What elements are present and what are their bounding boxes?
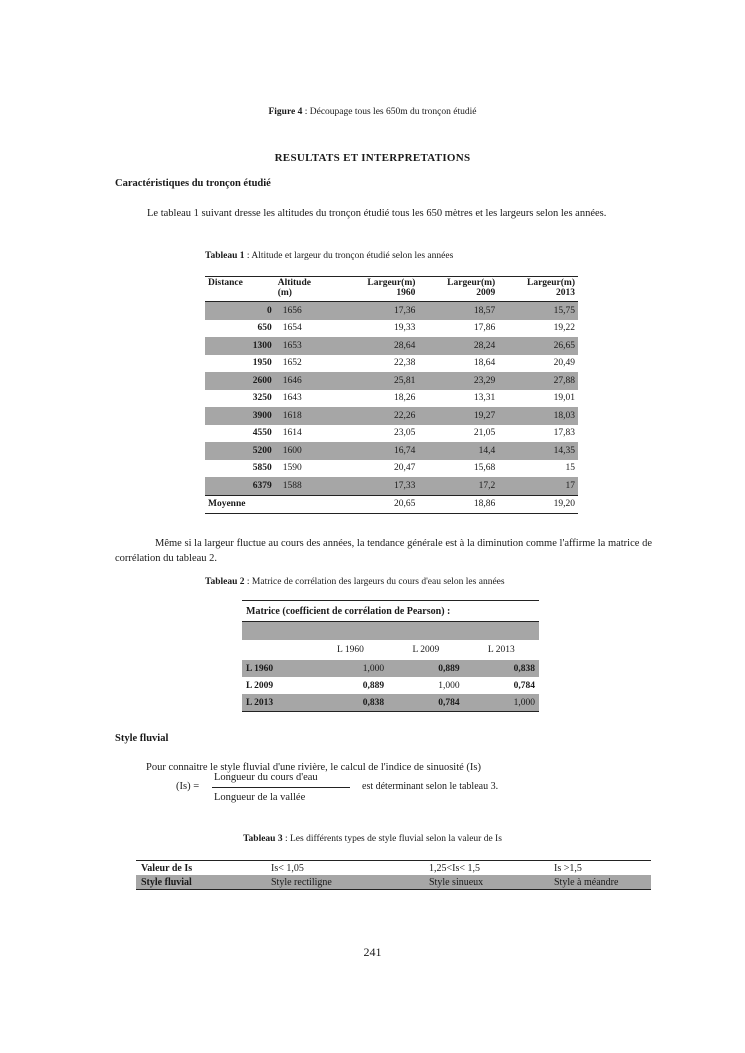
table1-cell: 21,05 (473, 428, 496, 439)
table2-caption-text: : Matrice de corrélation des largeurs du cours d'eau selon les années (244, 577, 505, 587)
table2-gap-row (242, 622, 539, 641)
table1-cell: 4550 (252, 428, 272, 439)
formula-numerator: Longueur du cours d'eau (214, 772, 318, 783)
table1-cell: 17,83 (553, 428, 575, 439)
table3-cell: 1,25<Is< 1,5 (429, 862, 481, 874)
table2-header-row (242, 640, 539, 660)
table1-cell: 1590 (282, 463, 302, 474)
table1-average-row (205, 495, 578, 514)
table2-col-header: L 1960 (337, 645, 364, 655)
table2-caption (205, 577, 505, 587)
table1-cell: 3900 (252, 410, 272, 421)
formula-trailing: est déterminant selon le tableau 3. (362, 781, 499, 792)
table2-row-label: L 2013 (242, 694, 313, 712)
table2 (242, 600, 539, 712)
table1-cell: 2600 (252, 375, 272, 386)
table1-caption (205, 251, 453, 261)
table1-header-row (205, 277, 578, 302)
table2-row (242, 694, 539, 712)
table1-row (205, 337, 578, 355)
table2-row (242, 677, 539, 694)
table1-cell: 1614 (282, 428, 302, 439)
paragraph-2-text: Même si la largeur fluctue au cours des années, la tendance générale est à la diminution comme l'affirme la matrice de corrélation du tableau 2. (115, 538, 652, 564)
table3-cell: Valeur de Is (141, 862, 193, 874)
table3-caption (0, 834, 745, 844)
table1-cell: 15,75 (553, 305, 575, 316)
table1-cell: 22,38 (394, 358, 416, 369)
table1-header-cell: Largeur(m) 1960 (367, 278, 416, 298)
table3-caption-text: : Les différents types de style fluvial selon la valeur de Is (282, 834, 502, 844)
table1-cell: 18,57 (473, 305, 496, 316)
paragraph-3: Pour connaitre le style fluvial d'une rivière, le calcul de l'indice de sinuosité (Is) (146, 762, 482, 773)
table1-cell: 15,68 (473, 463, 496, 474)
figure-caption-text: : Découpage tous les 650m du tronçon étudié (302, 107, 477, 117)
table2-cell: 1,000 (438, 680, 460, 691)
table1-cell: 1588 (282, 480, 302, 491)
table1-cell: 18,64 (473, 358, 496, 369)
table1-cell: 26,65 (553, 340, 575, 351)
table3-cell: Style fluvial (141, 876, 192, 888)
table3 (136, 860, 651, 890)
table1-row (205, 390, 578, 408)
table1-cell: 0 (266, 305, 272, 316)
table1-cell: 1643 (282, 393, 302, 404)
table3-caption-label: Tableau 3 (243, 834, 283, 844)
table1-cell: 28,64 (394, 340, 416, 351)
table1-cell: 18,03 (553, 410, 575, 421)
table1-cell (275, 495, 337, 514)
table1-cell: 1646 (282, 375, 302, 386)
table2-cell: 0,889 (362, 680, 385, 691)
table2-cell: 1,000 (313, 660, 388, 677)
table1-cell: 20,49 (553, 358, 575, 369)
table1-cell: 5200 (252, 445, 272, 456)
table1-cell: 19,22 (553, 323, 575, 334)
table1-cell: 20,47 (394, 463, 416, 474)
table1-row (205, 477, 578, 495)
table1-row (205, 425, 578, 443)
table1-caption-label: Tableau 1 (205, 251, 245, 261)
table2-cell: 0,838 (464, 660, 539, 677)
table1-cell: 19,01 (553, 393, 575, 404)
table3-cell: Style sinueux (429, 876, 484, 888)
paragraph-2 (115, 536, 652, 566)
table1-cell: 17,2 (478, 480, 496, 491)
table1-cell: 23,05 (394, 428, 416, 439)
table1-average-value: 20,65 (394, 499, 416, 510)
table1-average-value: 19,20 (553, 499, 575, 510)
table1-row (205, 442, 578, 460)
table1-cell: 27,88 (553, 375, 575, 386)
table1-cell: 1300 (252, 340, 272, 351)
table1-cell: 650 (257, 323, 272, 334)
table1-cell: 23,29 (473, 375, 496, 386)
table1-row (205, 320, 578, 338)
table1-cell: 1652 (282, 358, 302, 369)
table2-row-label: L 2009 (246, 680, 274, 691)
table1-cell: 22,26 (394, 410, 416, 421)
table1-cell: 13,31 (473, 393, 496, 404)
table2-cell: 0,838 (313, 694, 388, 712)
table1-cell: 17 (565, 480, 575, 491)
subheading-fluvial-style: Style fluvial (115, 733, 169, 744)
figure-caption (0, 107, 745, 117)
figure-caption-label: Figure 4 (268, 107, 303, 117)
table2-row-label: L 1960 (242, 660, 313, 677)
table1 (205, 276, 578, 514)
table1-cell: 19,33 (394, 323, 416, 334)
paragraph-1 (115, 206, 652, 221)
table1-cell: 17,33 (394, 480, 416, 491)
table1-row (205, 407, 578, 425)
table1-cell: 6379 (252, 480, 272, 491)
table1-header-cell: Largeur(m) 2013 (526, 278, 575, 298)
formula-fraction-bar (212, 787, 350, 788)
table1-cell: 16,74 (394, 445, 416, 456)
table1-cell: 17,36 (394, 305, 416, 316)
table1-row (205, 302, 578, 320)
table1-cell: 3250 (252, 393, 272, 404)
table1-cell: 17,86 (473, 323, 496, 334)
subheading-characteristics: Caractéristiques du tronçon étudié (115, 178, 271, 189)
formula-denominator: Longueur de la vallée (214, 792, 306, 803)
table2-cell: 0,889 (388, 660, 463, 677)
table2-cell: 0,784 (388, 694, 463, 712)
table1-header-cell: Largeur(m) 2009 (447, 278, 496, 298)
table1-header-cell: Distance (208, 278, 243, 288)
table1-cell: 1600 (282, 445, 302, 456)
table2-title: Matrice (coefficient de corrélation de Pearson) : (242, 601, 539, 622)
table1-row (205, 355, 578, 373)
table1-cell: 1653 (282, 340, 302, 351)
table3-row (136, 861, 651, 876)
table1-cell: 5850 (252, 463, 272, 474)
table3-cell: Style à méandre (554, 876, 619, 888)
table1-row (205, 460, 578, 478)
table1-cell: 14,35 (553, 445, 575, 456)
table2-cell: 1,000 (464, 694, 539, 712)
table2-title-row (242, 601, 539, 622)
table1-cell: 1618 (282, 410, 302, 421)
table2-cell: 0,784 (513, 680, 535, 691)
table2-row (242, 660, 539, 677)
page-number: 241 (363, 945, 382, 959)
table3-cell: Is >1,5 (554, 862, 582, 874)
table3-cell: Is< 1,05 (271, 862, 304, 874)
table2-col-header: L 2009 (412, 645, 440, 655)
table1-cell: 1654 (282, 323, 302, 334)
section-title: RESULTATS ET INTERPRETATIONS (274, 152, 471, 164)
table1-cell: 25,81 (394, 375, 416, 386)
table1-cell: 19,27 (473, 410, 496, 421)
table1-cell: 28,24 (473, 340, 496, 351)
paragraph-1-text: Le tableau 1 suivant dresse les altitudes du tronçon étudié tous les 650 mètres et les largeurs selon les années. (147, 208, 607, 219)
table1-caption-text: : Altitude et largeur du tronçon étudié selon les années (244, 251, 454, 261)
table1-cell: 18,26 (394, 393, 416, 404)
table2-col-header: L 2013 (487, 645, 515, 655)
table1-row (205, 372, 578, 390)
table3-row (136, 875, 651, 890)
table1-cell: 14,4 (478, 445, 496, 456)
table2-caption-label: Tableau 2 (205, 577, 245, 587)
table1-cell: 1950 (252, 358, 272, 369)
table1-average-value: 18,86 (473, 499, 496, 510)
table1-cell: 1656 (282, 305, 302, 316)
table3-cell: Style rectiligne (271, 876, 332, 888)
table1-cell: 15 (565, 463, 575, 474)
table1-header-cell: Altitude (m) (277, 278, 311, 298)
table1-average-label: Moyenne (208, 499, 246, 510)
formula-lhs: (Is) = (176, 781, 200, 792)
